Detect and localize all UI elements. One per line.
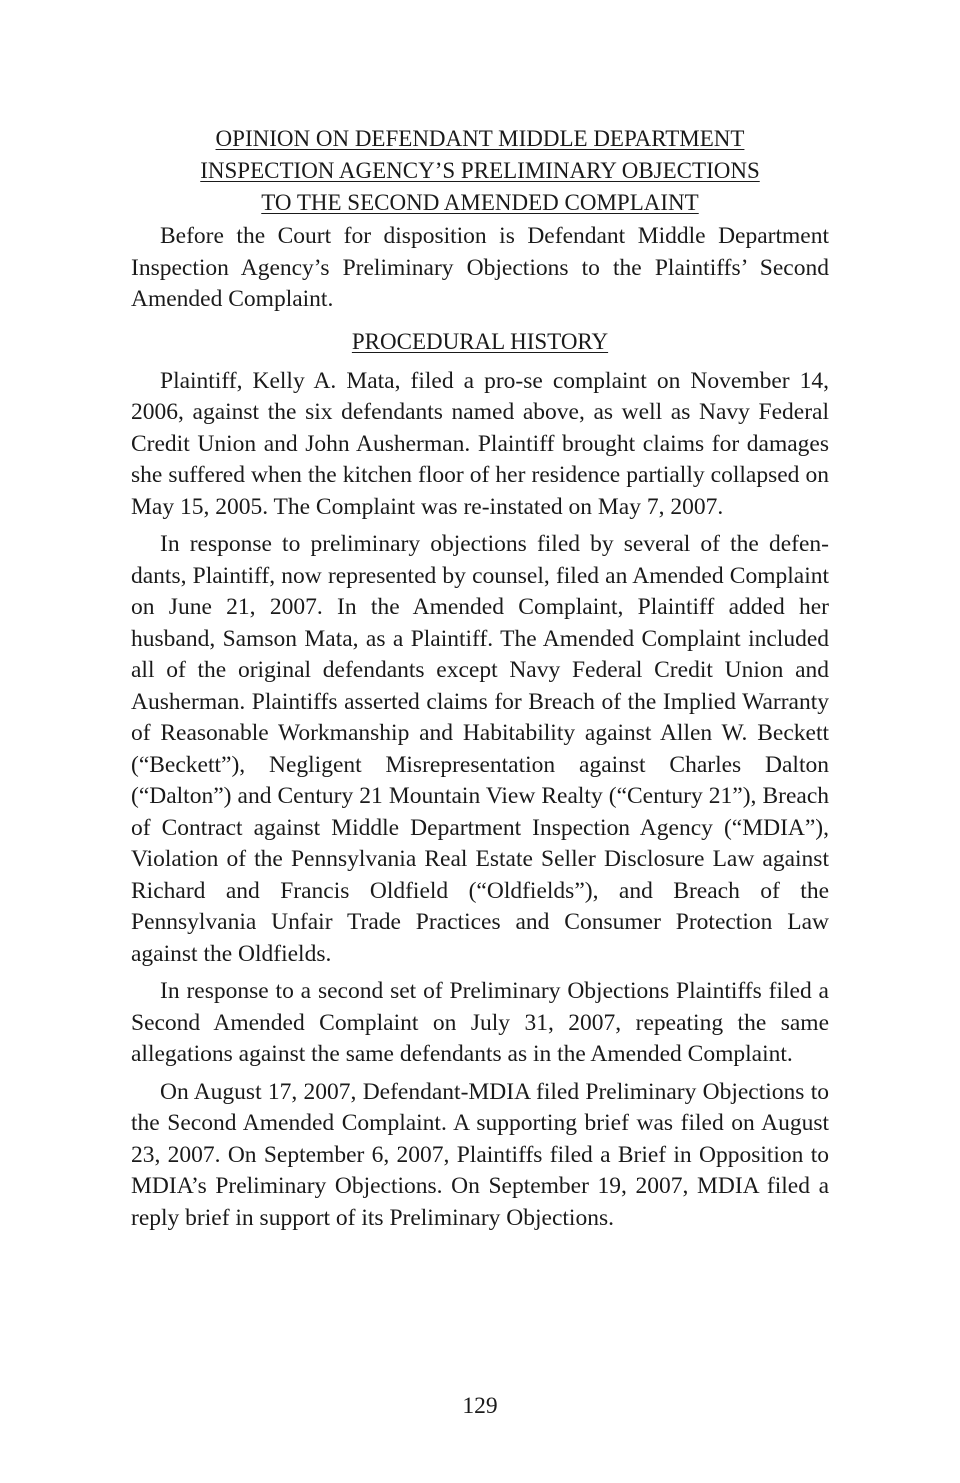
opinion-title (131, 123, 829, 219)
title-line-3: TO THE SECOND AMENDED COMPLAINT (261, 190, 699, 215)
paragraph-3: In response to a second set of Preliminary Objections Plaintiffs filed a Second Amended Complaint on July 31, 2007, repeating the same allegations against the same defendants as in the Amended Complaint. (131, 978, 829, 1067)
intro-paragraph: Before the Court for disposition is Defendant Middle Department Inspection Agency’s Preliminary Objections to the Plaintiffs’ Second Amended Complaint. (131, 223, 829, 312)
paragraph-2: In response to preliminary objections filed by several of the defendants, Plaintiff, now represented by counsel, filed an Amended Complaint on June 21, 2007. In the Amended Complaint, Plaintiff added her husband, Samson Mata, as a Plaintiff. The Amended Complaint included all of the original defendants except Navy Federal Credit Union and Ausherman. Plaintiffs asserted claims for Breach of the Implied Warranty of Reasonable Workmanship and Habitability against Allen W. Beckett (“Beckett”), Negligent Misrepresentation against Charles Dalton (“Dalton”) and Century 21 Mountain View Realty (“Century 21”), Breach of Contract against Middle Department Inspection Agency (“MDIA”), Violation of the Pennsylvania Real Estate Seller Disclosure Law against Richard and Francis Oldfield (“Oldfields”), and Breach of the Pennsylvania Unfair Trade Practices and Consumer Protection Law against the Oldfields. (131, 531, 829, 967)
paragraph-4: On August 17, 2007, Defendant-MDIA filed Preliminary Objections to the Second Amended Complaint. A supporting brief was filed on August 23, 2007. On September 6, 2007, Plaintiffs filed a Brief in Opposition to MDIA’s Preliminary Objections. On September 19, 2007, MDIA filed a reply brief in support of its Preliminary Objections. (131, 1078, 829, 1231)
section-heading-text: PROCEDURAL HISTORY (351, 328, 609, 354)
document-page (131, 123, 829, 1240)
title-line-2: INSPECTION AGENCY’S PRELIMINARY OBJECTIONS (200, 158, 760, 183)
page-number: 129 (462, 1393, 498, 1419)
paragraph-1: Plaintiff, Kelly A. Mata, filed a pro-se complaint on November 14, 2006, against the six defendants named above, as well as Navy Federal Credit Union and John Ausherman. Plaintiff brought claims for damages she suffered when the kitchen floor of her residence partially collapsed on May 15, 2005. The Complaint was re-instated on May 7, 2007. (131, 367, 829, 520)
section-heading-procedural-history (131, 326, 829, 358)
title-line-1: OPINION ON DEFENDANT MIDDLE DEPARTMENT (215, 126, 745, 151)
